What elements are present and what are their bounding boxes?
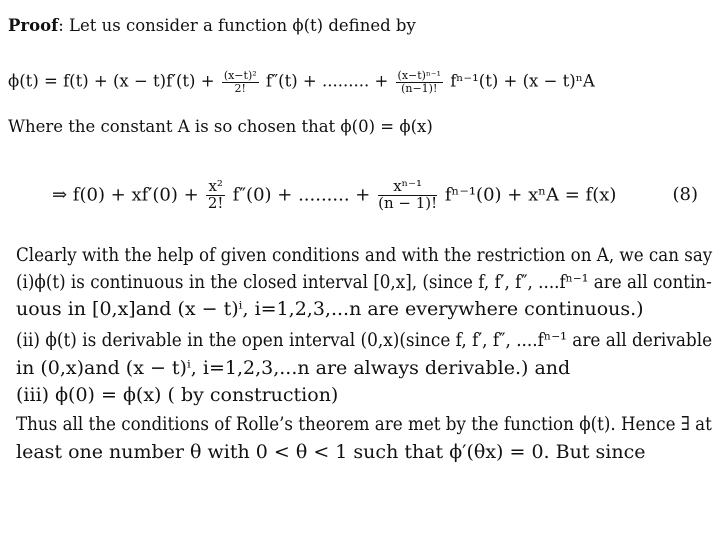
eq2-end: fⁿ⁻¹(0) + xⁿA = f(x) (444, 184, 617, 206)
eq1-end: fⁿ⁻¹(t) + (x − t)ⁿA (450, 71, 595, 91)
proof-heading-line (8, 16, 416, 35)
eq1-mid: f″(t) + ......... + (265, 71, 389, 91)
eq1-f2-num: (x−t)² (223, 69, 257, 82)
eq2-fn-num: xⁿ⁻¹ (378, 179, 437, 196)
equation-number: (8) (672, 184, 698, 205)
body-line-4: (ii) ϕ(t) is derivable in the open interval (0,x)(since f, f′, f″, ....fⁿ⁻¹ are all derivable (16, 329, 713, 351)
eq2-f2-den: 2! (207, 193, 224, 212)
body-line-3: uous in [0,x]and (x − t)ⁱ, i=1,2,3,...n are everywhere continuous.) (16, 298, 644, 320)
eq1-f2-den: 2! (234, 81, 246, 95)
body-line-5: in (0,x)and (x − t)ⁱ, i=1,2,3,...n are always derivable.) and (16, 357, 571, 379)
eq2-fn-den: (n − 1)! (378, 193, 438, 212)
body-line-8: least one number θ with 0 < θ < 1 such that ϕ′(θx) = 0. But since (16, 441, 646, 463)
equation-phi-definition (8, 70, 595, 94)
eq1-fraction-nth-term (396, 70, 443, 94)
eq2-f2-num: x² (208, 177, 223, 195)
where-line: Where the constant A is so chosen that ϕ(0) = ϕ(x) (8, 117, 433, 136)
eq1-fn-den: (n−1)! (401, 81, 438, 95)
proof-label: Proof (8, 16, 59, 35)
body-line-2: (i)ϕ(t) is continuous in the closed interval [0,x], (since f, f′, f″, ....fⁿ⁻¹ are all contin- (16, 271, 712, 293)
equation-8 (52, 170, 698, 226)
eq1-lhs: ϕ(t) = f(t) + (x − t)f′(t) + (8, 71, 215, 91)
eq2-fraction-second-term (206, 179, 224, 212)
body-line-6: (iii) ϕ(0) = ϕ(x) ( by construction) (16, 384, 339, 406)
eq1-fn-num: (x−t)ⁿ⁻¹ (397, 69, 441, 82)
eq2-mid: f″(0) + ......... + (232, 184, 371, 206)
body-line-7: Thus all the conditions of Rolle’s theorem are met by the function ϕ(t). Hence ∃ at (16, 413, 712, 435)
eq2-fraction-nth-term (378, 179, 437, 212)
body-line-1: Clearly with the help of given conditions and with the restriction on A, we can say (16, 244, 713, 266)
eq2-start: ⇒ f(0) + xf′(0) + (52, 184, 199, 206)
eq1-fraction-second-term (222, 70, 259, 94)
proof-intro: : Let us consider a function ϕ(t) defined by (58, 16, 416, 35)
